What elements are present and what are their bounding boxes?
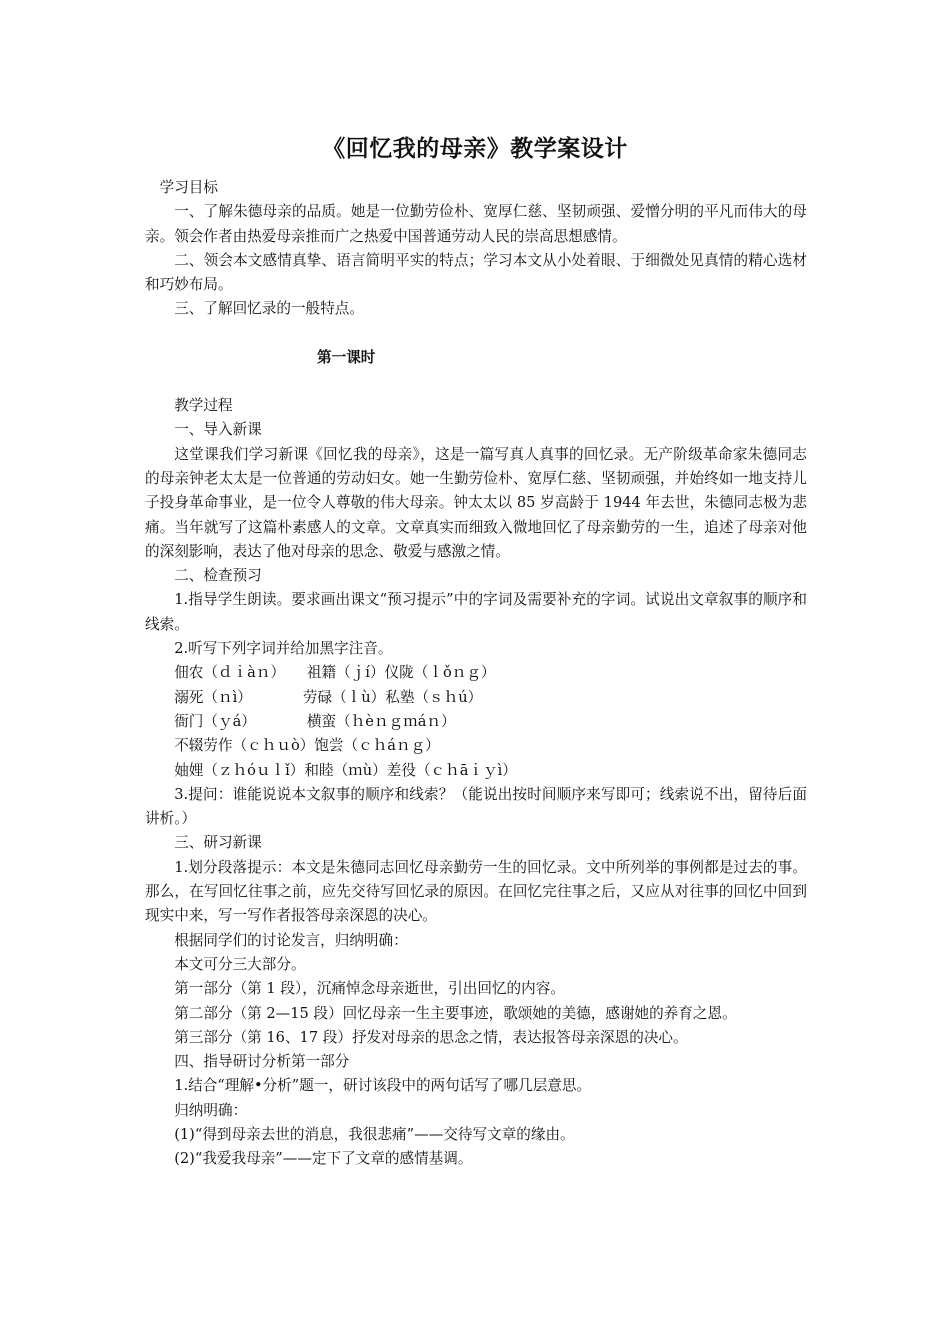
body-paragraph: 根据同学们的讨论发言，归纳明确： [174,931,408,949]
step-heading: 四、指导研讨分析第一部分 [174,1053,350,1071]
section-heading-objectives: 学习目标 [159,179,218,196]
body-paragraph: 1.划分段落提示：本文是朱德同志回忆母亲勤劳一生的回忆录。文中所列举的事例都是过去的事。那么，在写回忆往事之前，应先交待写回忆录的原因。在回忆完往事之后，又应从对往事的回忆中回到现实中来，写一写作者报答母亲深恩的决心。 [145,858,807,925]
body-paragraph: 1.指导学生朗读。要求画出课文“预习提示”中的字词及需要补充的字词。试说出文章叙事的顺序和线索。 [145,591,807,633]
vocab-line: 不辍劳作（ｃｈｕò）饱尝（ｃｈáｎｇ） [174,737,440,755]
body-paragraph: 3.提问：谁能说说本文叙事的顺序和线索？（能说出按时间顺序来写即可；线索说不出，留待后面讲析。） [145,785,807,828]
section-heading-process: 教学过程 [174,397,233,415]
objective-item: 一、了解朱德母亲的品质。她是一位勤劳俭朴、宽厚仁慈、坚韧顽强、爱憎分明的平凡而伟大的母亲。领会作者由热爱母亲推而广之热爱中国普通劳动人民的崇高思想感情。 [145,203,807,245]
vocab-line: 溺死（ｎì） 劳碌（ｌù）私塾（ｓｈú） [174,688,483,706]
vocab-line: 佃农（ｄｉàｎ） 祖籍（ｊí）仪陇（ｌǒｎｇ） [174,664,496,682]
body-paragraph: 第二部分（第 2—15 段）回忆母亲一生主要事迹，歌颂她的美德，感谢她的养育之恩。 [174,1004,737,1022]
objective-item: 三、了解回忆录的一般特点。 [174,300,364,318]
lesson-heading: 第一课时 [317,348,376,366]
body-paragraph: (1)“得到母亲去世的消息，我很悲痛”——交待写文章的缘由。 [174,1125,575,1143]
step-heading: 三、研习新课 [174,834,262,852]
body-paragraph: 第一部分（第 1 段），沉痛悼念母亲逝世，引出回忆的内容。 [174,980,565,998]
body-paragraph: 第三部分（第 16、17 段）抒发对母亲的思念之情，表达报答母亲深恩的决心。 [174,1028,688,1046]
body-paragraph: 本文可分三大部分。 [174,955,306,973]
vocab-line: 妯娌（ｚｈóｕｌǐ）和睦（ｍù）差役（ｃｈāｉｙì） [174,761,517,779]
body-paragraph: 归纳明确： [174,1101,248,1119]
vocab-line: 衙门（ｙá） 横蛮（ｈèｎｇｍáｎ） [174,712,456,730]
objective-item: 二、领会本文感情真挚、语言简明平实的特点；学习本文从小处着眼、于细微处见真情的精心选材和巧妙布局。 [145,251,807,294]
body-paragraph: (2)“我爱我母亲”——定下了文章的感情基调。 [174,1150,473,1168]
spacer [145,370,807,394]
document-body [145,176,807,1172]
document-title: 《回忆我的母亲》教学案设计 [322,136,628,162]
step-heading: 一、导入新课 [174,421,262,439]
spacer [145,322,807,346]
step-heading: 二、检查预习 [174,567,262,585]
body-paragraph: 1.结合“理解•分析”题一，研讨该段中的两句话写了哪几层意思。 [174,1077,592,1095]
body-paragraph: 这堂课我们学习新课《回忆我的母亲》，这是一篇写真人真事的回忆录。无产阶级革命家朱德同志的母亲钟老太太是一位普通的劳动妇女。她一生勤劳俭朴、宽厚仁慈、坚韧顽强，并始终如一地支持儿子投身革命事业，是一位令人尊敬的伟大母亲。钟太太以 85 岁高龄于 1944 年去世，朱德同志极为悲痛。当年就写了这篇朴素感人的文章。文章真实而细致入微地回忆了母亲勤劳的一生，追述了母亲对他的深刻影响，表达了他对母亲的思念、敬爱与感激之情。 [145,445,807,560]
body-paragraph: 2.听写下列字词并给加黑字注音。 [174,640,393,658]
